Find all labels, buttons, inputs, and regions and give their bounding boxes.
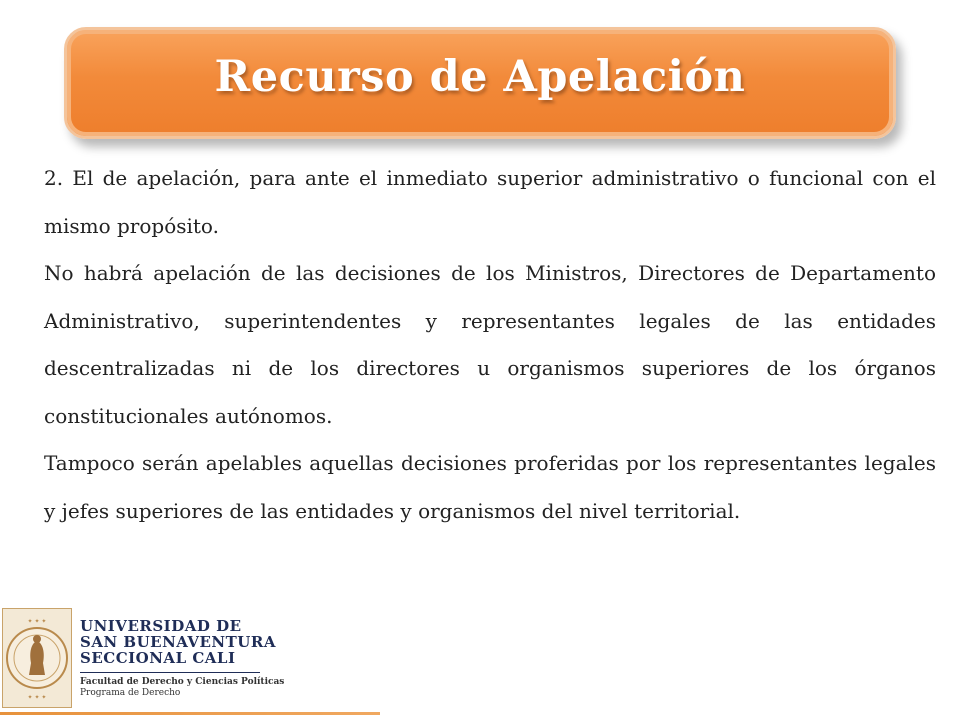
university-seal-icon	[2, 608, 72, 708]
program-name: Programa de Derecho	[80, 688, 181, 698]
footer-accent-line	[0, 712, 380, 715]
university-name-line1: UNIVERSIDAD DE	[80, 617, 242, 635]
university-logo	[0, 608, 380, 720]
university-name-line3: SECCIONAL CALI	[80, 649, 236, 667]
divider	[80, 672, 260, 673]
svg-text:✦ ✦ ✦: ✦ ✦ ✦	[27, 618, 47, 625]
university-name-line2: SAN BUENAVENTURA	[80, 633, 276, 651]
slide-body	[44, 155, 936, 535]
svg-text:✦ ✦ ✦: ✦ ✦ ✦	[27, 694, 47, 701]
paragraph-3: Tampoco serán apelables aquellas decisiones proferidas por los representantes legales y jefes superiores de las entidades y organismos del nivel territorial.	[44, 451, 936, 523]
university-text	[80, 618, 380, 699]
paragraph-2: No habrá apelación de las decisiones de los Ministros, Directores de Departamento Administrativo, superintendentes y representantes legales de las entidades descentralizadas ni de los directores u organismos superiores de los órganos constitucionales autónomos.	[44, 261, 936, 428]
slide-title: Recurso de Apelación	[214, 52, 746, 102]
title-banner	[64, 27, 896, 139]
paragraph-1: 2. El de apelación, para ante el inmediato superior administrativo o funcional con el mismo propósito.	[44, 166, 936, 238]
faculty-name: Facultad de Derecho y Ciencias Políticas	[80, 677, 285, 687]
